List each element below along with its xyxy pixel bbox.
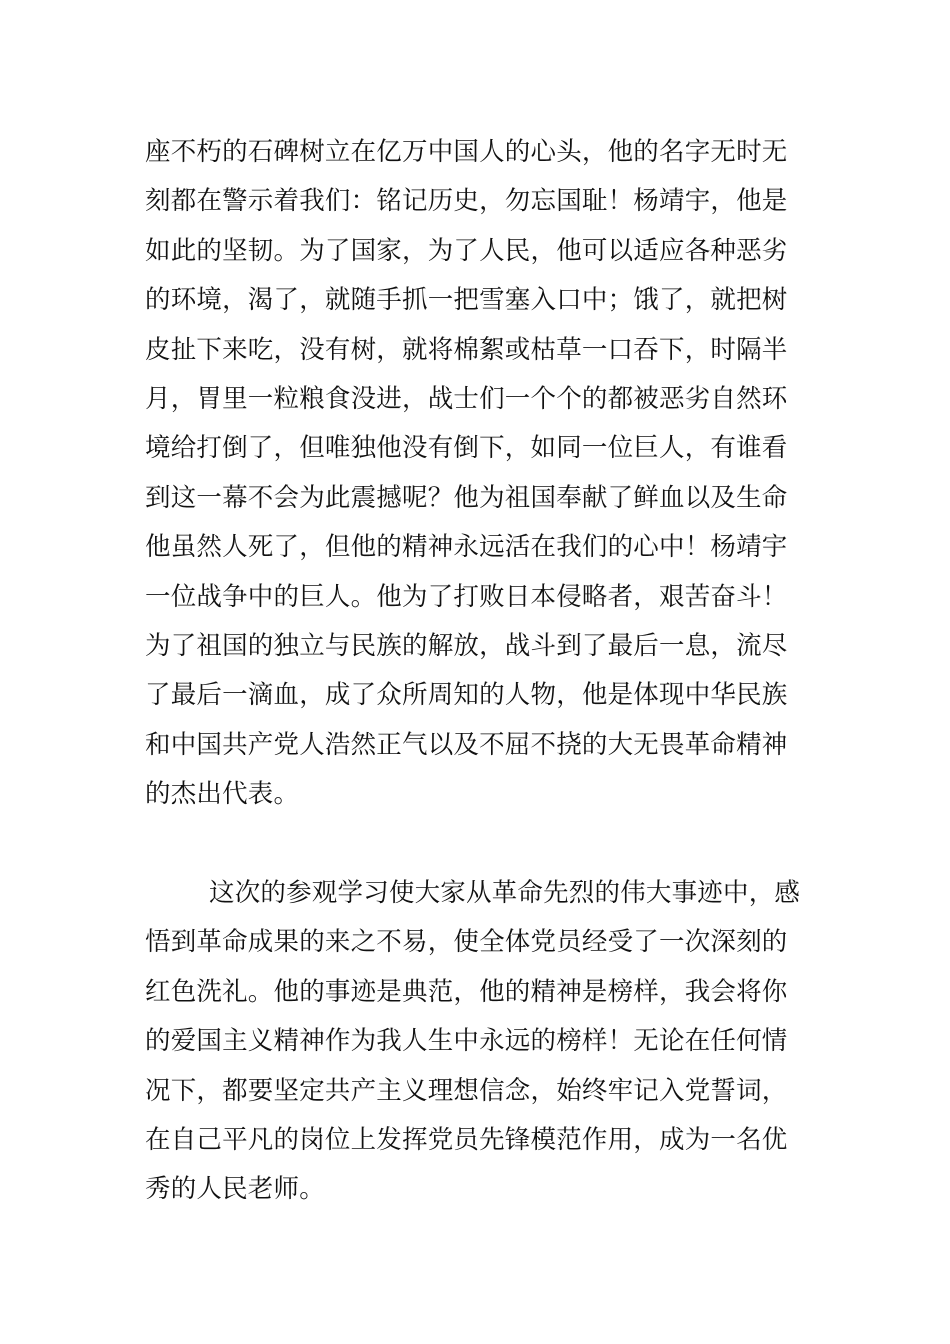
text-line: 在自己平凡的岗位上发挥党员先锋模范作用，成为一名优 xyxy=(145,1124,788,1155)
text-line: 红色洗礼。他的事迹是典范，他的精神是榜样，我会将你 xyxy=(145,976,788,1007)
text-line: 和中国共产党人浩然正气以及不屈不挠的大无畏革命精神 xyxy=(145,729,788,760)
text-line-first-indented: 这次的参观学习使大家从革命先烈的伟大事迹中，感 xyxy=(209,878,801,908)
text-line: 的杰出代表。 xyxy=(145,779,300,810)
text-line: 他虽然人死了，但他的精神永远活在我们的心中！杨靖宇 xyxy=(145,532,788,563)
text-line: 境给打倒了，但唯独他没有倒下，如同一位巨人，有谁看 xyxy=(145,433,788,464)
text-line: 刻都在警示着我们：铭记历史，勿忘国耻！杨靖宇，他是 xyxy=(145,186,788,217)
text-line: 座不朽的石碑树立在亿万中国人的心头，他的名字无时无 xyxy=(145,137,788,167)
text-line: 的爱国主义精神作为我人生中永远的榜样！无论在任何情 xyxy=(145,1026,788,1057)
text-line: 为了祖国的独立与民族的解放，战斗到了最后一息，流尽 xyxy=(145,630,788,661)
text-line: 况下，都要坚定共产主义理想信念，始终牢记入党誓词， xyxy=(145,1075,788,1106)
text-line: 的环境，渴了，就随手抓一把雪塞入口中；饿了，就把树 xyxy=(145,285,788,316)
text-line: 如此的坚韧。为了国家，为了人民，他可以适应各种恶劣 xyxy=(145,235,788,266)
text-line: 了最后一滴血，成了众所周知的人物，他是体现中华民族 xyxy=(145,680,788,711)
text-line: 秀的人民老师。 xyxy=(145,1174,325,1205)
text-line: 一位战争中的巨人。他为了打败日本侵略者，艰苦奋斗！ xyxy=(145,581,788,612)
text-line: 皮扯下来吃，没有树，就将棉絮或枯草一口吞下，时隔半 xyxy=(145,334,788,365)
text-line: 月，胃里一粒粮食没进，战士们一个个的都被恶劣自然环 xyxy=(145,383,788,414)
text-line: 到这一幕不会为此震撼呢？他为祖国奉献了鲜血以及生命 xyxy=(145,482,788,513)
paragraph-1 xyxy=(145,128,845,819)
paragraph-2 xyxy=(145,869,845,1215)
text-line: 悟到革命成果的来之不易，使全体党员经受了一次深刻的 xyxy=(145,927,788,958)
